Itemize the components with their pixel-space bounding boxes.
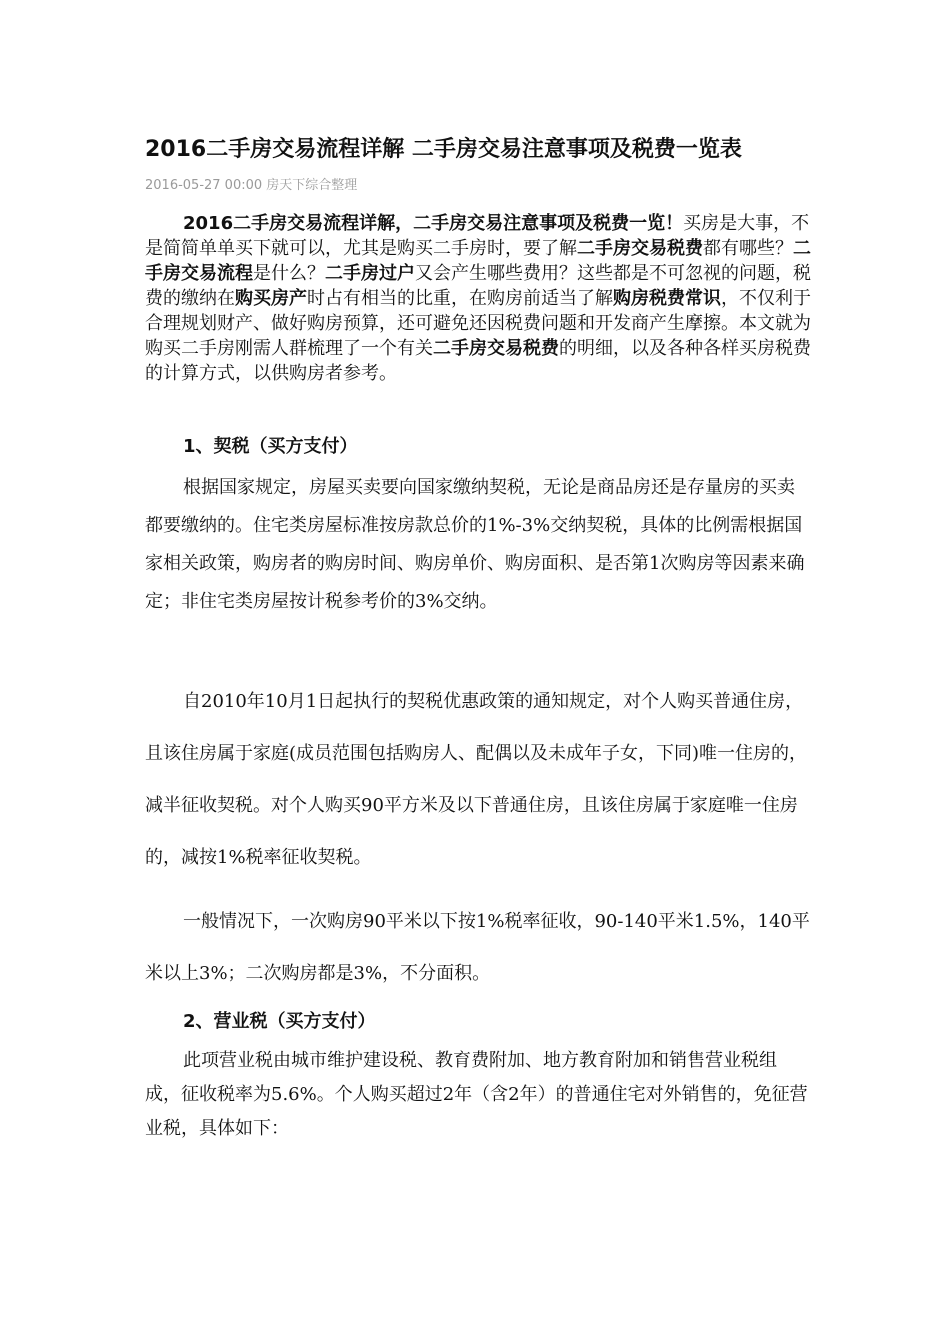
intro-text: 买房是大事，不是简简单单买下就可以，尤其是购买二手房时，要了解 xyxy=(145,213,810,259)
deed-tax-paragraph-1: 根据国家规定，房屋买卖要向国家缴纳契税，无论是商品房还是存量房的买卖都要缴纳的。住宅类房屋标准按房款总价的1%-3%交纳契税，具体的比例需根据国家相关政策，购房者的购房时间、购房单价、购房面积、是否第1次购房等因素来确定；非住宅类房屋按计税参考价的3%交纳。 xyxy=(145,477,805,612)
intro-keyword: 二手房交易税费 xyxy=(577,238,703,259)
intro-text: 都有哪些？ xyxy=(703,238,793,259)
section-heading-business-tax: 2、营业税（买方支付） xyxy=(183,1011,376,1032)
intro-text: 的明细，以及各种各样买房税费的计算方式，以供购房者参考。 xyxy=(145,338,811,384)
deed-tax-paragraph-2: 自2010年10月1日起执行的契税优惠政策的通知规定，对个人购买普通住房，且该住房属于家庭(成员范围包括购房人、配偶以及未成年子女，下同)唯一住房的，减半征收契税。对个人购买90平方米及以下普通住房，且该住房属于家庭唯一住房的，减按1%税率征收契税。 xyxy=(145,691,808,868)
intro-text: 时占有相当的比重，在购房前适当了解 xyxy=(307,288,613,309)
business-tax-paragraph-1: 此项营业税由城市维护建设税、教育费附加、地方教育附加和销售营业税组成，征收税率为5.6%。个人购买超过2年（含2年）的普通住宅对外销售的，免征营业税，具体如下： xyxy=(145,1050,808,1139)
article-meta: 2016-05-27 00:00 房天下综合整理 xyxy=(145,178,358,193)
intro-keyword: 二手房交易税费 xyxy=(433,338,559,359)
intro-keyword: 购买房产 xyxy=(235,288,307,309)
intro-text: 又会产生哪些费用？这些都是不可忽视的问题，税费的缴纳在 xyxy=(145,263,811,309)
intro-text: ，不仅利于合理规划财产、做好购房预算，还可避免还因税费问题和开发商产生摩擦。本文就为购买二手房刚需人群梳理了一个有关 xyxy=(145,288,811,359)
intro-lead: 2016二手房交易流程详解，二手房交易注意事项及税费一览！ xyxy=(183,213,684,234)
article-title: 2016二手房交易流程详解 二手房交易注意事项及税费一览表 xyxy=(145,137,742,162)
intro-keyword: 二手房交易流程 xyxy=(145,238,811,284)
intro-keyword: 购房税费常识 xyxy=(613,288,721,309)
intro-text: 是什么？ xyxy=(253,263,325,284)
intro-paragraph xyxy=(145,211,821,386)
section-heading-deed-tax: 1、契税（买方支付） xyxy=(183,436,358,457)
intro-keyword: 二手房过户 xyxy=(325,263,415,284)
deed-tax-paragraph-3: 一般情况下，一次购房90平米以下按1%税率征收，90-140平米1.5%，140平米以上3%；二次购房都是3%，不分面积。 xyxy=(145,911,810,984)
